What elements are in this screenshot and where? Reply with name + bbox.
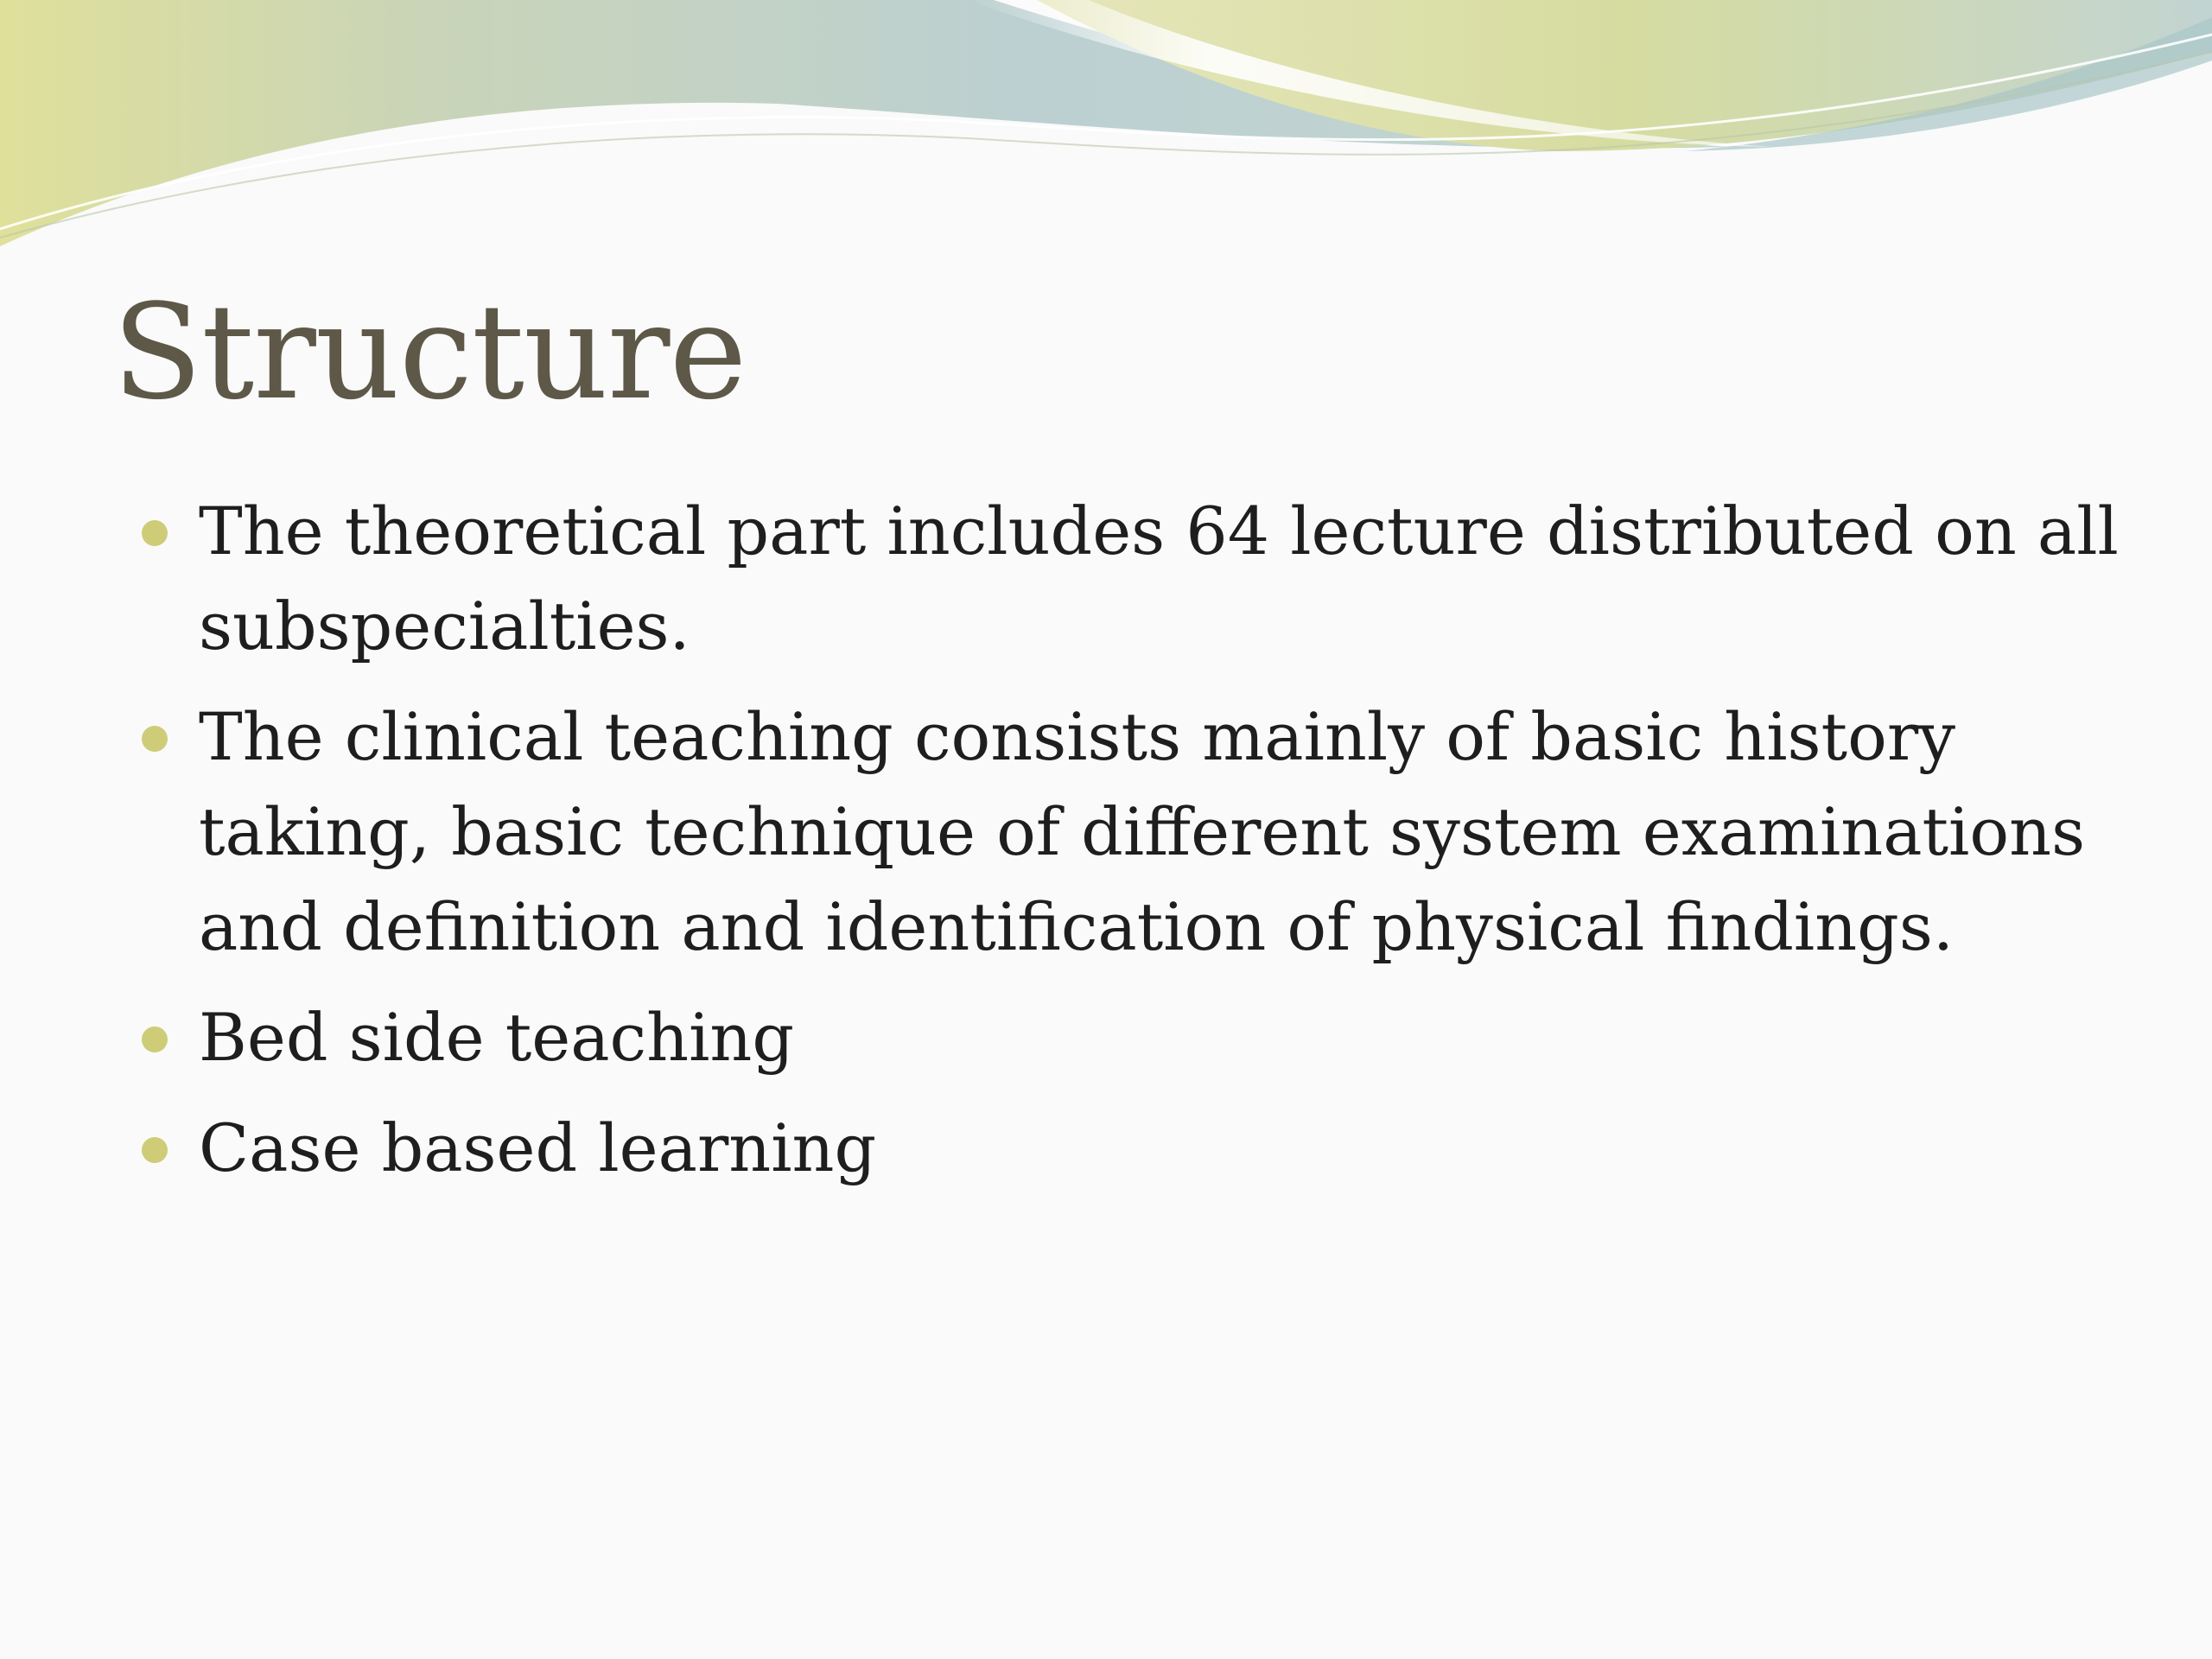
bullet-item: [138, 690, 2126, 975]
bullet-list: [138, 484, 2126, 1211]
bullet-dot-icon: [142, 520, 168, 546]
bullet-item: [138, 1101, 2126, 1196]
bullet-dot-icon: [142, 1027, 168, 1052]
bullet-text: The theoretical part includes 64 lecture distributed on all subspecialties.: [199, 493, 2119, 664]
bullet-dot-icon: [142, 1137, 168, 1163]
header-wave-decoration: [0, 0, 2212, 259]
bullet-text: Case based learning: [199, 1109, 877, 1186]
bullet-item: [138, 990, 2126, 1085]
bullet-text: The clinical teaching consists mainly of basic history taking, basic technique of different system examinations and definition and identification of physical findings.: [199, 698, 2086, 965]
slide-title: Structure: [112, 276, 747, 429]
bullet-dot-icon: [142, 726, 168, 752]
bullet-item: [138, 484, 2126, 674]
bullet-text: Bed side teaching: [199, 999, 794, 1076]
